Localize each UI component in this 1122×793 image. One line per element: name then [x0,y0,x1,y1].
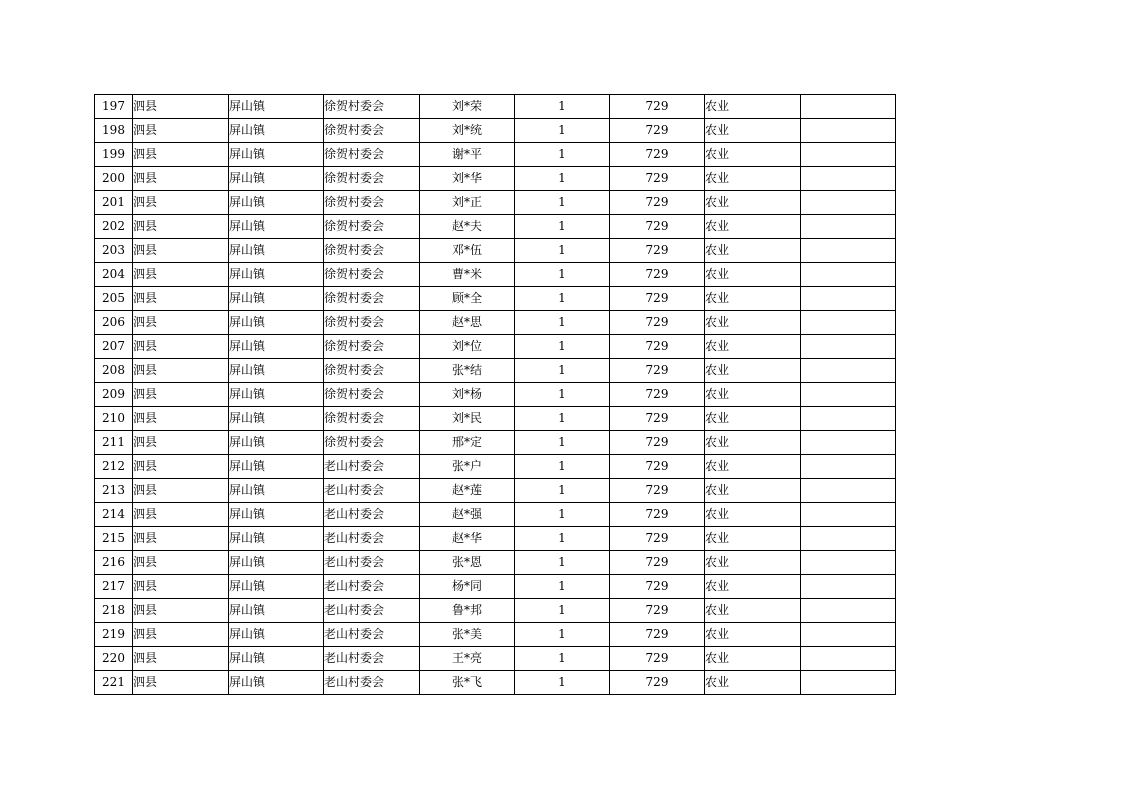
count-cell: 1 [515,671,610,695]
county-cell: 泗县 [133,551,229,575]
town-cell: 屏山镇 [229,191,324,215]
table-row [95,143,896,167]
count-cell: 1 [515,335,610,359]
village-committee-cell: 徐贺村委会 [324,143,420,167]
sector-cell: 农业 [705,383,801,407]
row-number-cell: 219 [95,623,133,647]
county-cell: 泗县 [133,239,229,263]
table-row [95,647,896,671]
sector-cell: 农业 [705,599,801,623]
county-cell: 泗县 [133,311,229,335]
table-row [95,335,896,359]
amount-cell: 729 [610,575,705,599]
town-cell: 屏山镇 [229,287,324,311]
row-number-cell: 220 [95,647,133,671]
name-cell: 邓*伍 [420,239,515,263]
village-committee-cell: 老山村委会 [324,551,420,575]
sector-cell: 农业 [705,503,801,527]
sector-cell: 农业 [705,623,801,647]
town-cell: 屏山镇 [229,503,324,527]
town-cell: 屏山镇 [229,407,324,431]
count-cell: 1 [515,263,610,287]
sector-cell: 农业 [705,167,801,191]
table-row [95,455,896,479]
remark-cell [801,503,896,527]
remark-cell [801,359,896,383]
row-number-cell: 218 [95,599,133,623]
sector-cell: 农业 [705,431,801,455]
county-cell: 泗县 [133,503,229,527]
row-number-cell: 197 [95,95,133,119]
town-cell: 屏山镇 [229,575,324,599]
village-committee-cell: 老山村委会 [324,575,420,599]
row-number-cell: 212 [95,455,133,479]
amount-cell: 729 [610,455,705,479]
count-cell: 1 [515,95,610,119]
row-number-cell: 221 [95,671,133,695]
town-cell: 屏山镇 [229,647,324,671]
county-cell: 泗县 [133,671,229,695]
remark-cell [801,551,896,575]
county-cell: 泗县 [133,263,229,287]
village-committee-cell: 徐贺村委会 [324,191,420,215]
name-cell: 赵*夫 [420,215,515,239]
amount-cell: 729 [610,143,705,167]
count-cell: 1 [515,311,610,335]
count-cell: 1 [515,431,610,455]
amount-cell: 729 [610,287,705,311]
table-row [95,215,896,239]
village-committee-cell: 老山村委会 [324,599,420,623]
remark-cell [801,671,896,695]
village-committee-cell: 徐贺村委会 [324,287,420,311]
sector-cell: 农业 [705,335,801,359]
county-cell: 泗县 [133,215,229,239]
amount-cell: 729 [610,599,705,623]
county-cell: 泗县 [133,479,229,503]
county-cell: 泗县 [133,167,229,191]
amount-cell: 729 [610,335,705,359]
town-cell: 屏山镇 [229,167,324,191]
county-cell: 泗县 [133,191,229,215]
amount-cell: 729 [610,431,705,455]
count-cell: 1 [515,623,610,647]
name-cell: 刘*位 [420,335,515,359]
sector-cell: 农业 [705,95,801,119]
name-cell: 张*户 [420,455,515,479]
village-committee-cell: 徐贺村委会 [324,335,420,359]
sector-cell: 农业 [705,647,801,671]
name-cell: 顾*全 [420,287,515,311]
village-committee-cell: 徐贺村委会 [324,431,420,455]
remark-cell [801,527,896,551]
name-cell: 谢*平 [420,143,515,167]
row-number-cell: 203 [95,239,133,263]
count-cell: 1 [515,191,610,215]
amount-cell: 729 [610,623,705,647]
sector-cell: 农业 [705,215,801,239]
row-number-cell: 208 [95,359,133,383]
amount-cell: 729 [610,383,705,407]
table-row [95,167,896,191]
count-cell: 1 [515,215,610,239]
village-committee-cell: 老山村委会 [324,623,420,647]
sector-cell: 农业 [705,671,801,695]
sector-cell: 农业 [705,239,801,263]
remark-cell [801,119,896,143]
table-row [95,575,896,599]
town-cell: 屏山镇 [229,95,324,119]
remark-cell [801,407,896,431]
count-cell: 1 [515,143,610,167]
town-cell: 屏山镇 [229,311,324,335]
row-number-cell: 199 [95,143,133,167]
remark-cell [801,383,896,407]
town-cell: 屏山镇 [229,551,324,575]
town-cell: 屏山镇 [229,119,324,143]
town-cell: 屏山镇 [229,239,324,263]
village-committee-cell: 老山村委会 [324,527,420,551]
table-row [95,383,896,407]
county-cell: 泗县 [133,575,229,599]
remark-cell [801,599,896,623]
county-cell: 泗县 [133,95,229,119]
town-cell: 屏山镇 [229,599,324,623]
sector-cell: 农业 [705,311,801,335]
village-committee-cell: 徐贺村委会 [324,407,420,431]
count-cell: 1 [515,359,610,383]
amount-cell: 729 [610,359,705,383]
count-cell: 1 [515,119,610,143]
name-cell: 张*美 [420,623,515,647]
table-row [95,479,896,503]
name-cell: 刘*民 [420,407,515,431]
name-cell: 王*亮 [420,647,515,671]
amount-cell: 729 [610,407,705,431]
county-cell: 泗县 [133,599,229,623]
count-cell: 1 [515,599,610,623]
row-number-cell: 214 [95,503,133,527]
county-cell: 泗县 [133,143,229,167]
table-row [95,311,896,335]
row-number-cell: 200 [95,167,133,191]
row-number-cell: 198 [95,119,133,143]
town-cell: 屏山镇 [229,431,324,455]
town-cell: 屏山镇 [229,479,324,503]
table-row [95,191,896,215]
amount-cell: 729 [610,215,705,239]
name-cell: 刘*杨 [420,383,515,407]
name-cell: 鲁*邦 [420,599,515,623]
sector-cell: 农业 [705,551,801,575]
remark-cell [801,455,896,479]
amount-cell: 729 [610,527,705,551]
count-cell: 1 [515,239,610,263]
town-cell: 屏山镇 [229,383,324,407]
amount-cell: 729 [610,119,705,143]
village-committee-cell: 老山村委会 [324,479,420,503]
county-cell: 泗县 [133,359,229,383]
amount-cell: 729 [610,647,705,671]
sector-cell: 农业 [705,575,801,599]
table-row [95,671,896,695]
row-number-cell: 206 [95,311,133,335]
amount-cell: 729 [610,479,705,503]
county-cell: 泗县 [133,647,229,671]
amount-cell: 729 [610,191,705,215]
count-cell: 1 [515,479,610,503]
row-number-cell: 204 [95,263,133,287]
sector-cell: 农业 [705,143,801,167]
table-row [95,407,896,431]
row-number-cell: 210 [95,407,133,431]
row-number-cell: 215 [95,527,133,551]
name-cell: 张*恩 [420,551,515,575]
county-cell: 泗县 [133,455,229,479]
village-committee-cell: 老山村委会 [324,503,420,527]
county-cell: 泗县 [133,623,229,647]
name-cell: 刘*正 [420,191,515,215]
sector-cell: 农业 [705,119,801,143]
table-row [95,359,896,383]
name-cell: 邢*定 [420,431,515,455]
village-committee-cell: 徐贺村委会 [324,311,420,335]
village-committee-cell: 徐贺村委会 [324,215,420,239]
town-cell: 屏山镇 [229,671,324,695]
remark-cell [801,335,896,359]
town-cell: 屏山镇 [229,623,324,647]
amount-cell: 729 [610,239,705,263]
amount-cell: 729 [610,311,705,335]
name-cell: 刘*华 [420,167,515,191]
sector-cell: 农业 [705,359,801,383]
row-number-cell: 211 [95,431,133,455]
count-cell: 1 [515,287,610,311]
amount-cell: 729 [610,263,705,287]
sector-cell: 农业 [705,479,801,503]
sector-cell: 农业 [705,455,801,479]
count-cell: 1 [515,167,610,191]
amount-cell: 729 [610,167,705,191]
remark-cell [801,479,896,503]
name-cell: 赵*莲 [420,479,515,503]
amount-cell: 729 [610,551,705,575]
row-number-cell: 205 [95,287,133,311]
county-cell: 泗县 [133,383,229,407]
name-cell: 张*结 [420,359,515,383]
table-row [95,431,896,455]
village-committee-cell: 老山村委会 [324,671,420,695]
row-number-cell: 201 [95,191,133,215]
remark-cell [801,167,896,191]
table-row [95,623,896,647]
name-cell: 杨*同 [420,575,515,599]
amount-cell: 729 [610,503,705,527]
count-cell: 1 [515,575,610,599]
remark-cell [801,311,896,335]
county-cell: 泗县 [133,119,229,143]
county-cell: 泗县 [133,287,229,311]
row-number-cell: 213 [95,479,133,503]
roster-table [94,94,896,695]
name-cell: 刘*荣 [420,95,515,119]
village-committee-cell: 徐贺村委会 [324,359,420,383]
town-cell: 屏山镇 [229,527,324,551]
roster-body [95,95,896,695]
count-cell: 1 [515,551,610,575]
name-cell: 刘*统 [420,119,515,143]
table-row [95,527,896,551]
name-cell: 赵*华 [420,527,515,551]
amount-cell: 729 [610,671,705,695]
count-cell: 1 [515,407,610,431]
count-cell: 1 [515,503,610,527]
county-cell: 泗县 [133,407,229,431]
village-committee-cell: 徐贺村委会 [324,167,420,191]
remark-cell [801,431,896,455]
village-committee-cell: 徐贺村委会 [324,95,420,119]
town-cell: 屏山镇 [229,359,324,383]
sector-cell: 农业 [705,527,801,551]
village-committee-cell: 徐贺村委会 [324,263,420,287]
village-committee-cell: 徐贺村委会 [324,239,420,263]
town-cell: 屏山镇 [229,335,324,359]
count-cell: 1 [515,383,610,407]
table-row [95,95,896,119]
sector-cell: 农业 [705,407,801,431]
count-cell: 1 [515,527,610,551]
remark-cell [801,239,896,263]
sector-cell: 农业 [705,191,801,215]
town-cell: 屏山镇 [229,215,324,239]
town-cell: 屏山镇 [229,263,324,287]
row-number-cell: 209 [95,383,133,407]
village-committee-cell: 徐贺村委会 [324,119,420,143]
remark-cell [801,143,896,167]
count-cell: 1 [515,647,610,671]
town-cell: 屏山镇 [229,143,324,167]
remark-cell [801,623,896,647]
name-cell: 赵*思 [420,311,515,335]
count-cell: 1 [515,455,610,479]
name-cell: 赵*强 [420,503,515,527]
row-number-cell: 202 [95,215,133,239]
name-cell: 曹*米 [420,263,515,287]
sector-cell: 农业 [705,287,801,311]
row-number-cell: 216 [95,551,133,575]
remark-cell [801,191,896,215]
table-row [95,263,896,287]
remark-cell [801,263,896,287]
amount-cell: 729 [610,95,705,119]
table-row [95,551,896,575]
county-cell: 泗县 [133,431,229,455]
row-number-cell: 217 [95,575,133,599]
county-cell: 泗县 [133,527,229,551]
remark-cell [801,647,896,671]
remark-cell [801,575,896,599]
remark-cell [801,215,896,239]
name-cell: 张*飞 [420,671,515,695]
sector-cell: 农业 [705,263,801,287]
table-row [95,287,896,311]
table-row [95,239,896,263]
row-number-cell: 207 [95,335,133,359]
remark-cell [801,287,896,311]
county-cell: 泗县 [133,335,229,359]
table-row [95,119,896,143]
village-committee-cell: 老山村委会 [324,647,420,671]
village-committee-cell: 老山村委会 [324,455,420,479]
table-row [95,599,896,623]
town-cell: 屏山镇 [229,455,324,479]
village-committee-cell: 徐贺村委会 [324,383,420,407]
table-row [95,503,896,527]
remark-cell [801,95,896,119]
